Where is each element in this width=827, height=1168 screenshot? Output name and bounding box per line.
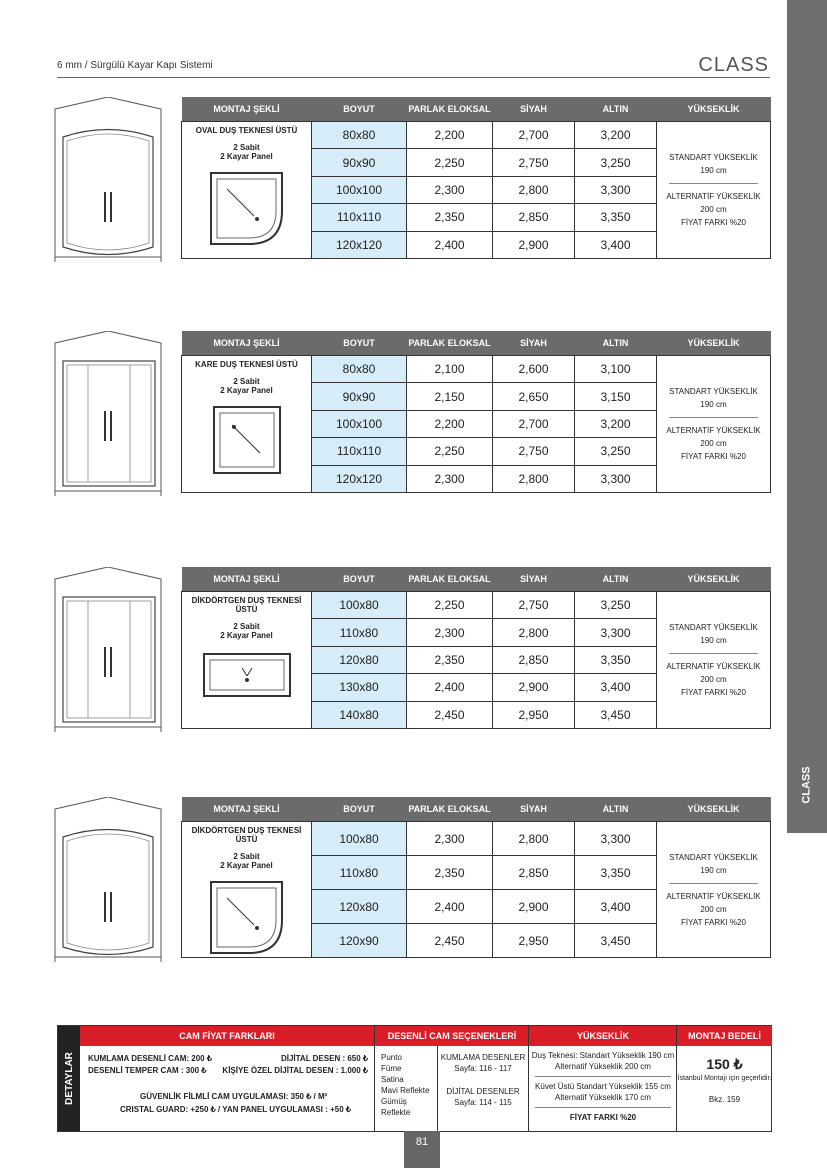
price-table [181,567,771,729]
price-cell: 2,350 [407,856,493,890]
dijital-page: Sayfa: 114 - 115 [454,1098,512,1107]
glass-prices-title: CAM FİYAT FARKLARI [80,1026,374,1046]
standard-height-label: STANDART YÜKSEKLİK [669,386,758,396]
alt-height-value: 200 cm [700,904,727,914]
montaj-sub: 2 Kayar Panel [220,386,273,395]
table-header: SİYAH [493,567,575,592]
price-cell: 2,950 [493,924,575,958]
alt-height-label: ALTERNATİF YÜKSEKLİK [666,891,761,901]
price-cell: 2,450 [407,701,493,728]
tray-diagram [182,880,311,957]
table-header: ALTIN [575,331,657,356]
pattern-list [375,1046,437,1118]
size-cell: 110x110 [312,204,407,231]
price-cell: 2,650 [493,383,575,410]
price-cell: 3,350 [575,856,657,890]
alt-height-label: ALTERNATİF YÜKSEKLİK [666,191,761,201]
height-options-title: YÜKSEKLİK [529,1026,677,1046]
height-cell [657,122,771,259]
table-header: YÜKSEKLİK [657,97,771,122]
size-cell: 80x80 [312,122,407,149]
montaj-fee [676,1026,772,1131]
price-cell: 2,750 [493,149,575,176]
kumlama-page: Sayfa: 116 - 117 [454,1064,512,1073]
price-diff: FİYAT FARKI %20 [681,687,746,697]
price-cell: 2,400 [407,674,493,701]
table-header: SİYAH [493,331,575,356]
price-cell: 3,250 [575,592,657,619]
height-options [528,1026,677,1131]
brand-title: CLASS [698,54,769,76]
price-cell: 2,800 [493,822,575,856]
price-cell: 2,850 [493,856,575,890]
montaj-sub: 2 Sabit [233,852,260,861]
size-cell: 80x80 [312,356,407,383]
montaj-sub: 2 Kayar Panel [220,631,273,640]
price-cell: 2,350 [407,204,493,231]
alt-height-value: 200 cm [700,204,727,214]
montaj-title: DİKDÖRTGEN DUŞ TEKNESİ ÜSTÜ [191,596,302,614]
tray-diagram [182,405,311,477]
size-cell: 120x120 [312,231,407,258]
table-header: YÜKSEKLİK [657,797,771,822]
kumlama-label: KUMLAMA DESENLER [440,1053,526,1062]
alt-height-value: 200 cm [700,438,727,448]
montaj-fee-title: MONTAJ BEDELİ [677,1026,772,1046]
height-line-5: FİYAT FARKI %20 [569,1113,637,1122]
price-cell: 2,600 [493,356,575,383]
montaj-sub: 2 Sabit [233,377,260,386]
price-cell: 3,250 [575,149,657,176]
montaj-title: DİKDÖRTGEN DUŞ TEKNESİ ÜSTÜ [191,826,302,844]
height-line-1: Duş Teknesi: Standart Yükseklik 190 cm [531,1051,675,1060]
price-cell: 2,750 [493,438,575,465]
montaj-cell [182,592,312,729]
table-header: MONTAJ ŞEKLİ [182,567,312,592]
price-cell: 3,400 [575,231,657,258]
price-cell: 2,700 [493,410,575,437]
height-line-4: Alternatif Yükseklik 170 cm [555,1093,651,1102]
table-header: ALTIN [575,567,657,592]
price-cell: 2,750 [493,592,575,619]
table-header: PARLAK ELOKSAL [407,567,493,592]
price-cell: 3,450 [575,924,657,958]
dijital-label: DİJİTAL DESENLER [446,1087,520,1096]
montaj-cell [182,356,312,493]
pattern-item: Füme [381,1064,402,1073]
price-cell: 2,800 [493,176,575,203]
table-header: SİYAH [493,797,575,822]
size-cell: 90x90 [312,149,407,176]
pattern-item: Mavi Reflekte [381,1086,430,1095]
price-cell: 3,300 [575,619,657,646]
standard-height-label: STANDART YÜKSEKLİK [669,852,758,862]
table-header: PARLAK ELOKSAL [407,797,493,822]
price-table [181,797,771,958]
glass-line-2a: DESENLİ TEMPER CAM : 300 ₺ [88,1066,207,1075]
side-label: CLASS [801,766,813,804]
glass-line-1a: KUMLAMA DESENLİ CAM: 200 ₺ [88,1054,212,1063]
montaj-sub: 2 Sabit [233,143,260,152]
price-cell: 2,300 [407,465,493,492]
size-cell: 100x100 [312,410,407,437]
shower-cabin-illustration [53,797,163,967]
header-subtitle: 6 mm / Sürgülü Kayar Kapı Sistemi [57,60,213,71]
size-cell: 120x90 [312,924,407,958]
montaj-sub: 2 Kayar Panel [220,861,273,870]
table-header: BOYUT [312,567,407,592]
table-row [182,822,771,856]
table-header: SİYAH [493,97,575,122]
size-cell: 110x80 [312,619,407,646]
price-cell: 2,450 [407,924,493,958]
price-diff: FİYAT FARKI %20 [681,451,746,461]
price-cell: 2,800 [493,465,575,492]
montaj-cell [182,122,312,259]
price-cell: 3,300 [575,176,657,203]
table-header: MONTAJ ŞEKLİ [182,797,312,822]
price-table [181,97,771,259]
standard-height-value: 190 cm [700,165,727,175]
glass-prices [80,1026,374,1131]
page-number: 81 [404,1131,440,1168]
standard-height-value: 190 cm [700,865,727,875]
height-cell [657,592,771,729]
price-cell: 2,250 [407,592,493,619]
pattern-item: Punto [381,1053,402,1062]
price-cell: 2,850 [493,204,575,231]
pattern-item: Satina [381,1075,404,1084]
price-cell: 2,900 [493,890,575,924]
height-line-3: Küvet Üstü Standart Yükseklik 155 cm [535,1082,671,1091]
montaj-sub: 2 Sabit [233,622,260,631]
price-cell: 3,400 [575,890,657,924]
side-bar [787,0,827,833]
shower-cabin-illustration [53,97,163,267]
header-divider [57,77,770,78]
table-header: PARLAK ELOKSAL [407,97,493,122]
shower-cabin-illustration [53,567,163,737]
table-header: BOYUT [312,331,407,356]
height-cell [657,822,771,958]
price-cell: 3,300 [575,822,657,856]
pattern-item: Gümüş Reflekte [381,1097,411,1117]
size-cell: 120x80 [312,646,407,673]
size-cell: 140x80 [312,701,407,728]
montaj-sub: 2 Kayar Panel [220,152,273,161]
glass-line-2b: KİŞİYE ÖZEL DİJİTAL DESEN : 1.000 ₺ [222,1066,368,1075]
price-cell: 2,200 [407,410,493,437]
montaj-cell [182,822,312,958]
montaj-fee-note: İstanbul Montajı için geçerlidir. [677,1075,772,1082]
price-cell: 2,900 [493,674,575,701]
price-cell: 3,150 [575,383,657,410]
price-cell: 2,300 [407,822,493,856]
table-row [182,592,771,619]
pattern-options [374,1026,529,1131]
table-row [182,356,771,383]
price-cell: 3,300 [575,465,657,492]
price-cell: 3,200 [575,410,657,437]
price-cell: 3,350 [575,204,657,231]
price-table [181,331,771,493]
price-diff: FİYAT FARKI %20 [681,917,746,927]
table-header: PARLAK ELOKSAL [407,331,493,356]
price-cell: 2,900 [493,231,575,258]
glass-line-3: GÜVENLİK FİLMLİ CAM UYGULAMASI: 350 ₺ / M² [140,1092,328,1101]
table-header: BOYUT [312,797,407,822]
table-header: YÜKSEKLİK [657,567,771,592]
montaj-title: OVAL DUŞ TEKNESİ ÜSTÜ [195,126,298,135]
price-cell: 2,300 [407,619,493,646]
price-cell: 3,450 [575,701,657,728]
price-cell: 2,400 [407,890,493,924]
table-row [182,122,771,149]
table-header: MONTAJ ŞEKLİ [182,97,312,122]
price-cell: 2,800 [493,619,575,646]
size-cell: 120x120 [312,465,407,492]
tray-diagram [182,650,311,702]
price-cell: 3,100 [575,356,657,383]
table-header: ALTIN [575,797,657,822]
height-cell [657,356,771,493]
price-cell: 3,250 [575,438,657,465]
height-line-2: Alternatif Yükseklik 200 cm [555,1062,651,1071]
size-cell: 100x80 [312,592,407,619]
price-cell: 2,200 [407,122,493,149]
details-box [57,1025,772,1132]
size-cell: 110x80 [312,856,407,890]
tray-diagram [182,171,311,248]
price-cell: 2,400 [407,231,493,258]
price-cell: 3,350 [575,646,657,673]
price-cell: 2,350 [407,646,493,673]
standard-height-label: STANDART YÜKSEKLİK [669,152,758,162]
price-cell: 3,200 [575,122,657,149]
standard-height-label: STANDART YÜKSEKLİK [669,622,758,632]
pattern-options-title: DESENLİ CAM SEÇENEKLERİ [375,1026,529,1046]
size-cell: 90x90 [312,383,407,410]
alt-height-value: 200 cm [700,674,727,684]
price-cell: 3,400 [575,674,657,701]
price-cell: 2,250 [407,149,493,176]
montaj-fee-price: 150 ₺ [706,1056,743,1072]
standard-height-value: 190 cm [700,399,727,409]
montaj-title: KARE DUŞ TEKNESİ ÜSTÜ [195,360,298,369]
price-cell: 2,850 [493,646,575,673]
alt-height-label: ALTERNATİF YÜKSEKLİK [666,425,761,435]
price-cell: 2,950 [493,701,575,728]
details-side-label: DETAYLAR [58,1026,80,1131]
standard-height-value: 190 cm [700,635,727,645]
alt-height-label: ALTERNATİF YÜKSEKLİK [666,661,761,671]
price-cell: 2,250 [407,438,493,465]
table-header: MONTAJ ŞEKLİ [182,331,312,356]
size-cell: 100x100 [312,176,407,203]
glass-line-4: CRISTAL GUARD: +250 ₺ / YAN PANEL UYGULAMASI : +50 ₺ [120,1105,351,1114]
table-header: YÜKSEKLİK [657,331,771,356]
shower-cabin-illustration [53,331,163,501]
glass-line-1b: DİJİTAL DESEN : 650 ₺ [280,1054,368,1063]
price-cell: 2,150 [407,383,493,410]
table-header: ALTIN [575,97,657,122]
table-header: BOYUT [312,97,407,122]
price-diff: FİYAT FARKI %20 [681,217,746,227]
price-cell: 2,700 [493,122,575,149]
price-cell: 2,300 [407,176,493,203]
price-cell: 2,100 [407,356,493,383]
size-cell: 110x110 [312,438,407,465]
size-cell: 120x80 [312,890,407,924]
size-cell: 130x80 [312,674,407,701]
size-cell: 100x80 [312,822,407,856]
montaj-fee-ref: Bkz. 159 [708,1095,741,1104]
